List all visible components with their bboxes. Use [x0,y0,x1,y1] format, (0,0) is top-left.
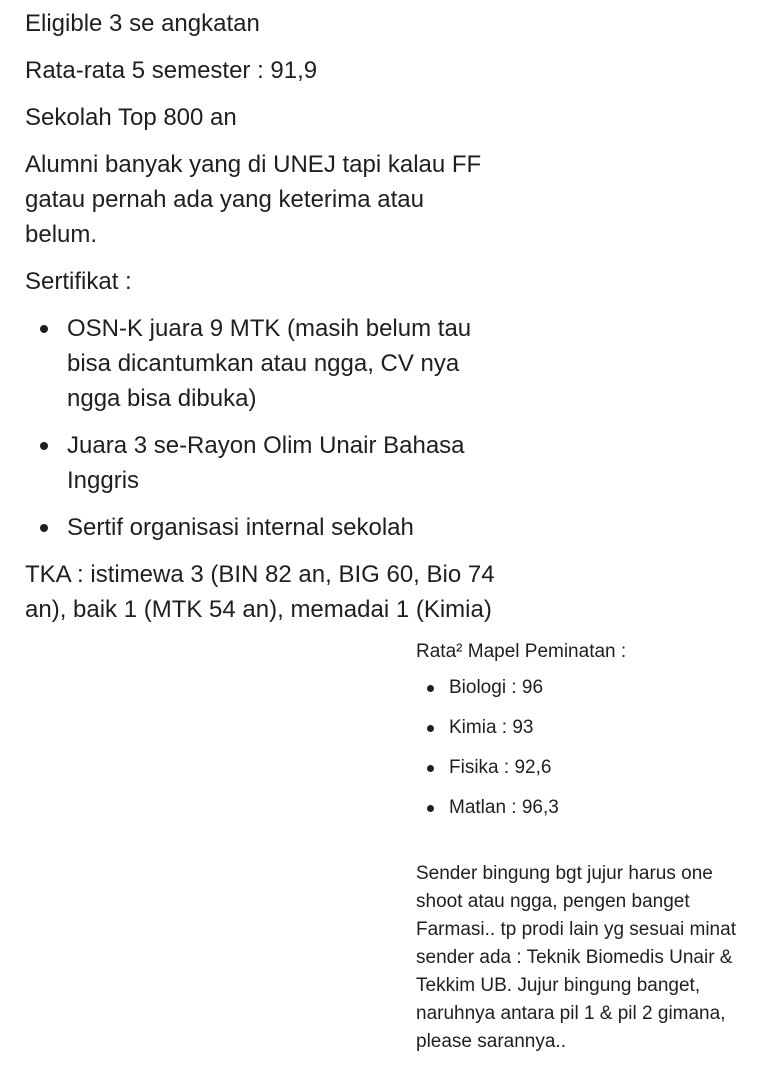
average-line: Rata-rata 5 semester : 91,9 [25,57,318,84]
alumni-paragraph: Alumni banyak yang di UNEJ tapi kalau FF gatau pernah ada yang keterima atau belum. [25,151,482,248]
certificate-item: OSN-K juara 9 MTK (masih belum tau bisa dicantumkan atau ngga, CV nya ngga bisa dibuka) [67,311,495,416]
main-text-column [25,6,495,639]
subject-item-kimia: Kimia : 93 [449,714,761,742]
sender-note: Sender bingung bgt jujur harus one shoot atau ngga, pengen banget Farmasi.. tp prodi lain yg sesuai minat sender ada : Teknik Biomedis Unair & Tekkim UB. Jujur bingung banget, naruhnya antara pil 1 & pil 2 gimana, please sarannya.. [416,863,736,1052]
certificate-item: Sertif organisasi internal sekolah [67,510,495,545]
subject-average-column [416,638,761,1056]
tka-paragraph: TKA : istimewa 3 (BIN 82 an, BIG 60, Bio 74 an), baik 1 (MTK 54 an), memadai 1 (Kimia) [25,561,495,623]
subject-item-biologi: Biologi : 96 [449,674,761,702]
school-line: Sekolah Top 800 an [25,104,237,131]
subject-average-heading: Rata² Mapel Peminatan : [416,641,627,662]
subject-item-matlan: Matlan : 96,3 [449,794,761,822]
certificate-list [25,311,495,545]
subject-list [416,674,761,822]
certificate-item: Juara 3 se-Rayon Olim Unair Bahasa Inggris [67,428,495,498]
eligible-line: Eligible 3 se angkatan [25,10,260,37]
certificate-heading: Sertifikat : [25,268,132,295]
subject-item-fisika: Fisika : 92,6 [449,754,761,782]
